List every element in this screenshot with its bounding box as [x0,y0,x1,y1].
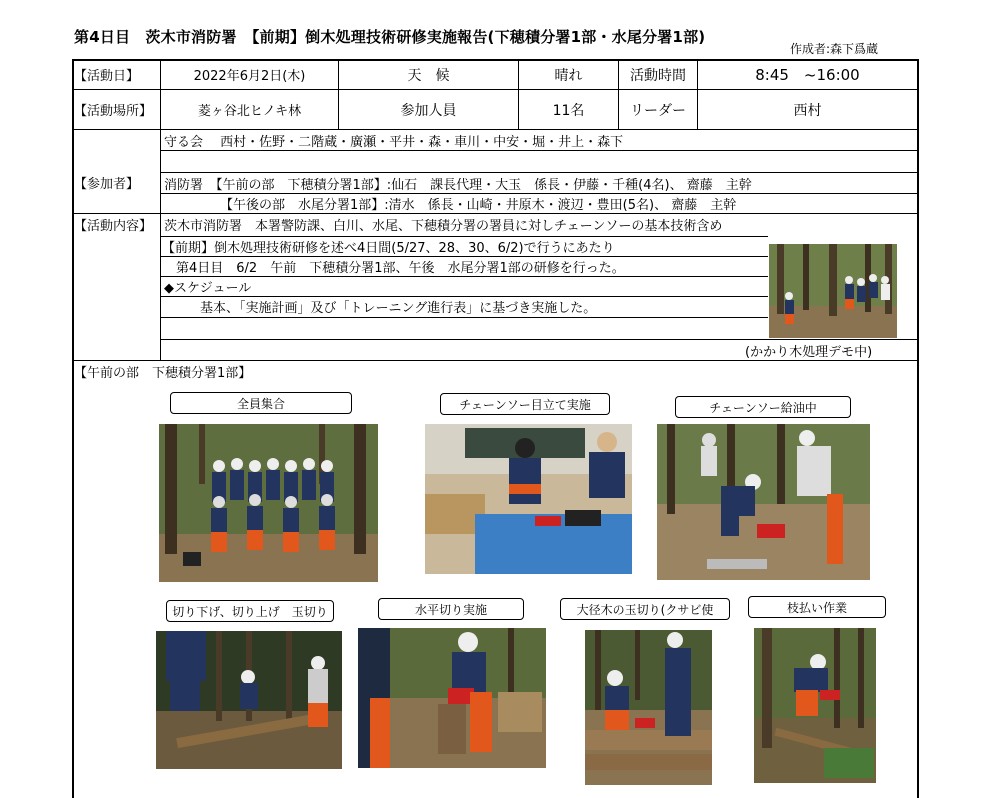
photo-limbing [754,628,876,783]
demo-photo [769,244,897,338]
leader-label: リーダー [630,102,686,119]
participants-line-1: 守る会 西村・佐野・二階蔵・廣瀬・平井・森・車川・中安・堀・井上・森下 [164,134,624,150]
date-label: 【活動日】 [74,69,140,84]
place-value: 菱ヶ谷北ヒノキ林 [197,104,302,119]
report-title: 第4日目 茨木市消防署 【前期】倒木処理技術研修実施報告(下穂積分署1部・水尾分署1部) [74,28,706,46]
photo-large-log [585,630,712,785]
participants-label: 【参加者】 [74,177,140,192]
caption-horizontal-cut: 水平切り実施 [378,598,524,620]
weather-value: 晴れ [554,67,583,84]
caption-all-gather: 全員集合 [170,392,352,414]
leader-value: 西村 [793,102,822,119]
time-value: 8:45 ~16:00 [755,66,860,84]
participants-line-2: 消防署 【午前の部 下穂積分署1部】:仙石 課長代理・大玉 係長・伊藤・千種(4名)、 齋藤 主幹 [164,177,752,193]
caption-large-log: 大径木の玉切り(クサビ使 [560,598,730,620]
weather-label: 天 候 [407,67,450,84]
date-value: 2022年6月2日(木) [193,69,306,84]
activity-line-5: 基本、「実施計画」及び「トレーニング進行表」に基づき実施した。 [200,301,597,316]
activity-line-1: 茨木市消防署 本署警防課、白川、水尾、下穂積分署の署員に対しチェーンソーの基本技術含め [164,219,723,234]
place-label: 【活動場所】 [74,104,153,119]
demo-photo-caption: (かかり木処理デモ中) [745,344,873,360]
morning-section-title: 【午前の部 下穂積分署1部】 [74,365,252,381]
photo-all-gather [159,424,378,582]
caption-sharpening: チェーンソー目立て実施 [440,393,610,415]
count-label: 参加人員 [400,102,457,119]
count-value: 11名 [552,102,585,119]
photo-sharpening [425,424,632,574]
photo-bucking [156,631,342,769]
time-label: 活動時間 [630,67,686,84]
caption-limbing: 枝払い作業 [748,596,886,618]
activity-label: 【活動内容】 [74,218,153,234]
photo-refueling [657,424,870,580]
activity-line-2: 【前期】倒木処理技術研修を述べ4日間(5/27、28、30、6/2)で行うにあたり [162,240,615,256]
author-label: 作成者:森下爲蔵 [790,42,879,56]
activity-line-4: ◆スケジュール [164,280,252,296]
caption-bucking: 切り下げ、切り上げ 玉切り [166,600,334,622]
activity-line-3: 第4日目 6/2 午前 下穂積分署1部、午後 水尾分署1部の研修を行った。 [176,260,625,276]
caption-refueling: チェーンソー給油中 [675,396,851,418]
participants-line-3: 【午後の部 水尾分署1部】:清水 係長・山崎・井原木・渡辺・豊田(5名)、 齋藤 主幹 [220,197,737,213]
photo-horizontal-cut [358,628,546,768]
